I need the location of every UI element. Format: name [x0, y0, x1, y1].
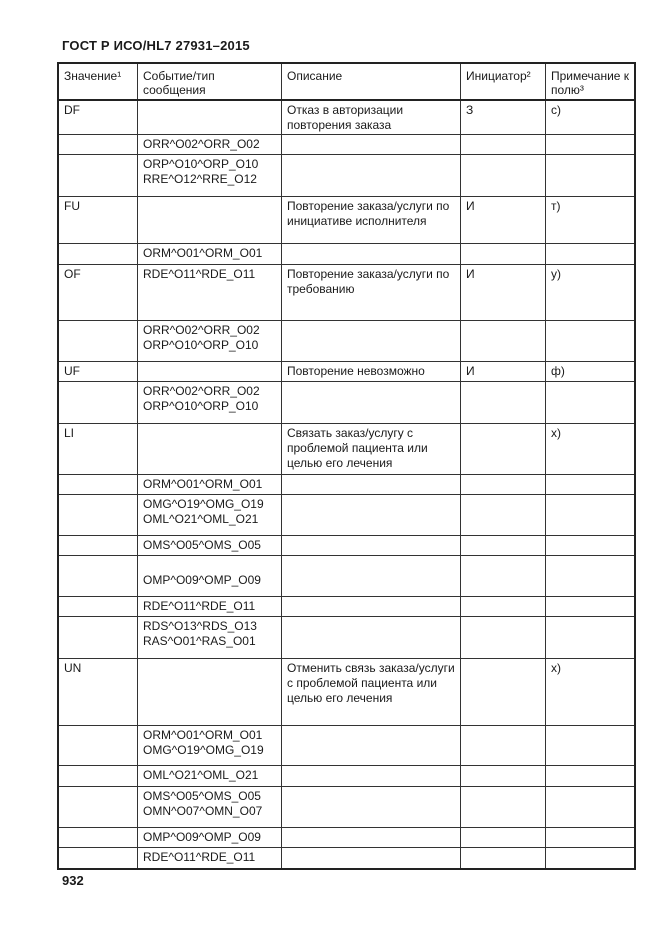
cell-field-note	[546, 848, 636, 869]
cell-value	[58, 617, 138, 658]
cell-event-message-type	[138, 100, 282, 135]
cell-value	[58, 244, 138, 265]
table-row	[58, 320, 635, 361]
table-row	[58, 495, 635, 535]
cell-description	[282, 597, 461, 617]
cell-event-message-type	[138, 135, 282, 155]
event-message-type: ORM^O01^ORM_O01	[143, 477, 263, 492]
cell-description: Связать заказ/услугу с проблемой пациента или целью его лечения	[282, 423, 461, 474]
cell-description	[282, 848, 461, 869]
cell-initiator	[461, 320, 546, 361]
cell-description	[282, 382, 461, 423]
table-row	[58, 265, 635, 320]
cell-description: Повторение невозможно	[282, 362, 461, 382]
event-message-type: OMP^O09^OMP_O09	[143, 829, 261, 844]
cell-description	[282, 726, 461, 766]
table-row	[58, 555, 635, 596]
event-message-type: ORR^O02^ORR_O02	[143, 322, 260, 337]
event-message-type: OMP^O09^OMP_O09	[143, 572, 261, 587]
table-row	[58, 100, 635, 135]
cell-value	[58, 848, 138, 869]
cell-value: UF	[58, 362, 138, 382]
cell-event-message-type	[138, 658, 282, 726]
cell-value	[58, 475, 138, 495]
cell-initiator	[461, 382, 546, 423]
cell-initiator	[461, 423, 546, 474]
cell-field-note	[546, 827, 636, 847]
cell-event-message-type	[138, 475, 282, 495]
cell-initiator	[461, 848, 546, 869]
event-message-type: ORM^O01^ORM_O01	[143, 246, 263, 261]
cell-event-message-type	[138, 495, 282, 535]
cell-field-note	[546, 155, 636, 196]
event-message-type: OMG^O19^OMG_O19	[143, 743, 264, 758]
event-message-type: ORP^O10^ORP_O10	[143, 399, 259, 414]
cell-value	[58, 555, 138, 596]
cell-field-note: с)	[546, 100, 636, 135]
cell-value	[58, 786, 138, 827]
cell-description	[282, 786, 461, 827]
event-message-type: RDE^O11^RDE_O11	[143, 267, 256, 282]
table-row	[58, 475, 635, 495]
event-message-type: OMN^O07^OMN_O07	[143, 803, 263, 818]
cell-field-note	[546, 495, 636, 535]
cell-initiator: И	[461, 362, 546, 382]
cell-field-note	[546, 726, 636, 766]
cell-initiator	[461, 726, 546, 766]
event-message-type: ORM^O01^ORM_O01	[143, 728, 263, 743]
table-row	[58, 244, 635, 265]
cell-event-message-type	[138, 320, 282, 361]
cell-field-note	[546, 555, 636, 596]
cell-field-note	[546, 535, 636, 555]
cell-initiator	[461, 827, 546, 847]
event-message-type: OMS^O05^OMS_O05	[143, 537, 261, 552]
table-row	[58, 423, 635, 474]
table-body	[58, 100, 635, 869]
column-header-value: Значение¹	[58, 63, 138, 100]
cell-initiator: И	[461, 265, 546, 320]
event-message-type: ORP^O10^ORP_O10	[143, 157, 259, 172]
cell-field-note: х)	[546, 423, 636, 474]
cell-description: Отменить связь заказа/услуги с проблемой пациента или целью его лечения	[282, 658, 461, 726]
cell-value	[58, 827, 138, 847]
table-header-row	[58, 63, 635, 100]
cell-event-message-type	[138, 196, 282, 243]
table-row	[58, 196, 635, 243]
cell-field-note: у)	[546, 265, 636, 320]
cell-initiator: И	[461, 196, 546, 243]
cell-initiator	[461, 135, 546, 155]
cell-value	[58, 155, 138, 196]
event-message-type	[143, 558, 277, 573]
event-message-type: ORR^O02^ORR_O02	[143, 137, 260, 152]
cell-value	[58, 535, 138, 555]
event-message-type: RDS^O13^RDS_O13	[143, 619, 257, 634]
cell-field-note	[546, 135, 636, 155]
table-row	[58, 848, 635, 869]
column-header-description: Описание	[282, 63, 461, 100]
page-number: 932	[62, 873, 84, 888]
cell-description	[282, 155, 461, 196]
table-row	[58, 535, 635, 555]
table-row	[58, 827, 635, 847]
event-message-type: ORR^O02^ORR_O02	[143, 384, 260, 399]
cell-description	[282, 495, 461, 535]
event-type-table	[57, 62, 636, 870]
cell-value	[58, 597, 138, 617]
table-row	[58, 726, 635, 766]
cell-description	[282, 617, 461, 658]
cell-field-note: ф)	[546, 362, 636, 382]
event-message-type: RDE^O11^RDE_O11	[143, 850, 256, 865]
cell-event-message-type	[138, 726, 282, 766]
cell-value: FU	[58, 196, 138, 243]
column-header-field-note: Примечание к полю³	[546, 63, 636, 100]
table-row	[58, 362, 635, 382]
cell-value	[58, 495, 138, 535]
cell-event-message-type	[138, 382, 282, 423]
event-message-type: OMS^O05^OMS_O05	[143, 788, 261, 803]
cell-description	[282, 475, 461, 495]
cell-event-message-type	[138, 827, 282, 847]
cell-event-message-type	[138, 155, 282, 196]
cell-field-note	[546, 617, 636, 658]
cell-field-note	[546, 475, 636, 495]
cell-description	[282, 244, 461, 265]
cell-field-note: х)	[546, 658, 636, 726]
cell-description	[282, 827, 461, 847]
cell-event-message-type	[138, 597, 282, 617]
cell-initiator	[461, 658, 546, 726]
cell-initiator	[461, 495, 546, 535]
cell-initiator	[461, 597, 546, 617]
cell-field-note	[546, 786, 636, 827]
cell-initiator	[461, 786, 546, 827]
cell-description	[282, 320, 461, 361]
event-message-type: RAS^O01^RAS_O01	[143, 634, 256, 649]
cell-initiator	[461, 617, 546, 658]
event-message-type: OML^O21^OML_O21	[143, 512, 259, 527]
cell-value: UN	[58, 658, 138, 726]
cell-event-message-type	[138, 848, 282, 869]
cell-initiator: З	[461, 100, 546, 135]
cell-description	[282, 766, 461, 786]
table-row	[58, 658, 635, 726]
cell-event-message-type	[138, 766, 282, 786]
cell-field-note	[546, 244, 636, 265]
event-message-type: RDE^O11^RDE_O11	[143, 599, 256, 614]
cell-value: DF	[58, 100, 138, 135]
cell-description: Отказ в авторизации повторения заказа	[282, 100, 461, 135]
table-row	[58, 155, 635, 196]
cell-initiator	[461, 475, 546, 495]
table-row	[58, 617, 635, 658]
table-row	[58, 135, 635, 155]
table-row	[58, 786, 635, 827]
cell-initiator	[461, 535, 546, 555]
cell-field-note	[546, 382, 636, 423]
cell-event-message-type	[138, 362, 282, 382]
cell-field-note	[546, 320, 636, 361]
cell-event-message-type	[138, 786, 282, 827]
event-message-type: OMG^O19^OMG_O19	[143, 497, 264, 512]
document-header: ГОСТ Р ИСО/HL7 27931–2015	[62, 38, 250, 53]
cell-value	[58, 382, 138, 423]
cell-value	[58, 766, 138, 786]
cell-event-message-type	[138, 555, 282, 596]
cell-event-message-type	[138, 535, 282, 555]
cell-event-message-type	[138, 423, 282, 474]
event-message-type: RRE^O12^RRE_O12	[143, 172, 257, 187]
cell-description	[282, 535, 461, 555]
cell-initiator	[461, 766, 546, 786]
cell-description: Повторение заказа/услуги по требованию	[282, 265, 461, 320]
cell-value	[58, 320, 138, 361]
table-row	[58, 766, 635, 786]
event-message-type: OML^O21^OML_O21	[143, 768, 259, 783]
cell-event-message-type	[138, 244, 282, 265]
cell-value: LI	[58, 423, 138, 474]
table-row	[58, 597, 635, 617]
cell-description: Повторение заказа/услуги по инициативе исполнителя	[282, 196, 461, 243]
event-message-type: ORP^O10^ORP_O10	[143, 337, 259, 352]
cell-value: OF	[58, 265, 138, 320]
column-header-event-message-type: Событие/тип сообщения	[138, 63, 282, 100]
table-row	[58, 382, 635, 423]
cell-field-note	[546, 766, 636, 786]
cell-description	[282, 135, 461, 155]
cell-event-message-type	[138, 265, 282, 320]
cell-field-note	[546, 597, 636, 617]
cell-initiator	[461, 155, 546, 196]
cell-description	[282, 555, 461, 596]
column-header-initiator: Инициатор²	[461, 63, 546, 100]
cell-field-note: т)	[546, 196, 636, 243]
cell-initiator	[461, 555, 546, 596]
cell-event-message-type	[138, 617, 282, 658]
cell-initiator	[461, 244, 546, 265]
cell-value	[58, 135, 138, 155]
cell-value	[58, 726, 138, 766]
